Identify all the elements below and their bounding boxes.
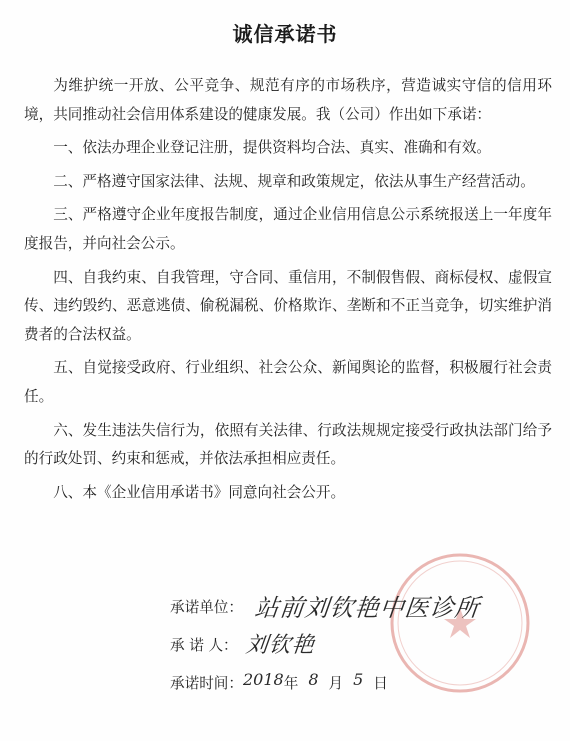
date-year-unit: 年 <box>283 675 299 692</box>
time-label: 承诺时间： <box>170 675 243 692</box>
date-year-handwritten: 2018 <box>242 670 284 689</box>
paragraph-intro: 为维护统一开放、公平竞争、规范有序的市场秩序，营造诚实守信的信用环境，共同推动社会信用体系建设的健康发展。我（公司）作出如下承诺： <box>24 77 552 123</box>
date-month-unit: 月 <box>328 675 344 692</box>
date-day-unit: 日 <box>373 675 388 692</box>
document-title: 诚信承诺书 <box>232 22 338 46</box>
date-day-handwritten: 5 <box>353 670 364 689</box>
paragraph-item-2: 二、严格遵守国家法律、法规、规章和政策规定，依法从事生产经营活动。 <box>53 172 535 190</box>
paragraph-item-6: 六、发生违法失信行为，依照有关法律、行政法规规定接受行政执法部门给予的行政处罚、约束和惩戒，并依法承担相应责任。 <box>24 421 552 468</box>
paragraph-item-4: 四、自我约束、自我管理，守合同、重信用，不制假售假、商标侵权、虚假宣传、违约毁约、恶意逃债、偷税漏税、价格欺诈、垄断和不正当竞争，切实维护消费者的合法权益。 <box>24 268 552 343</box>
paragraph-item-1: 一、依法办理企业登记注册，提供资料均合法、真实、准确和有效。 <box>53 139 492 157</box>
paragraph-item-8: 八、本《企业信用承诺书》同意向社会公开。 <box>53 483 346 501</box>
date-month-handwritten: 8 <box>308 670 319 689</box>
paragraph-item-3: 三、严格遵守企业年度报告制度，通过企业信用信息公示系统报送上一年度年度报告，并向社会公示。 <box>24 206 552 252</box>
signature-time-row <box>170 672 480 710</box>
document-body <box>24 72 552 512</box>
paragraph-item-5: 五、自觉接受政府、行业组织、社会公众、新闻舆论的监督，积极履行社会责任。 <box>24 359 552 405</box>
signature-unit-row <box>170 596 480 634</box>
signature-person-row <box>170 634 480 672</box>
person-handwritten-signature: 刘钦艳 <box>244 633 316 658</box>
unit-handwritten-value: 站前刘钦艳中医诊所 <box>253 594 482 622</box>
signature-block <box>170 596 480 710</box>
unit-label: 承诺单位： <box>170 599 243 616</box>
person-label: 承 诺 人： <box>170 637 238 654</box>
